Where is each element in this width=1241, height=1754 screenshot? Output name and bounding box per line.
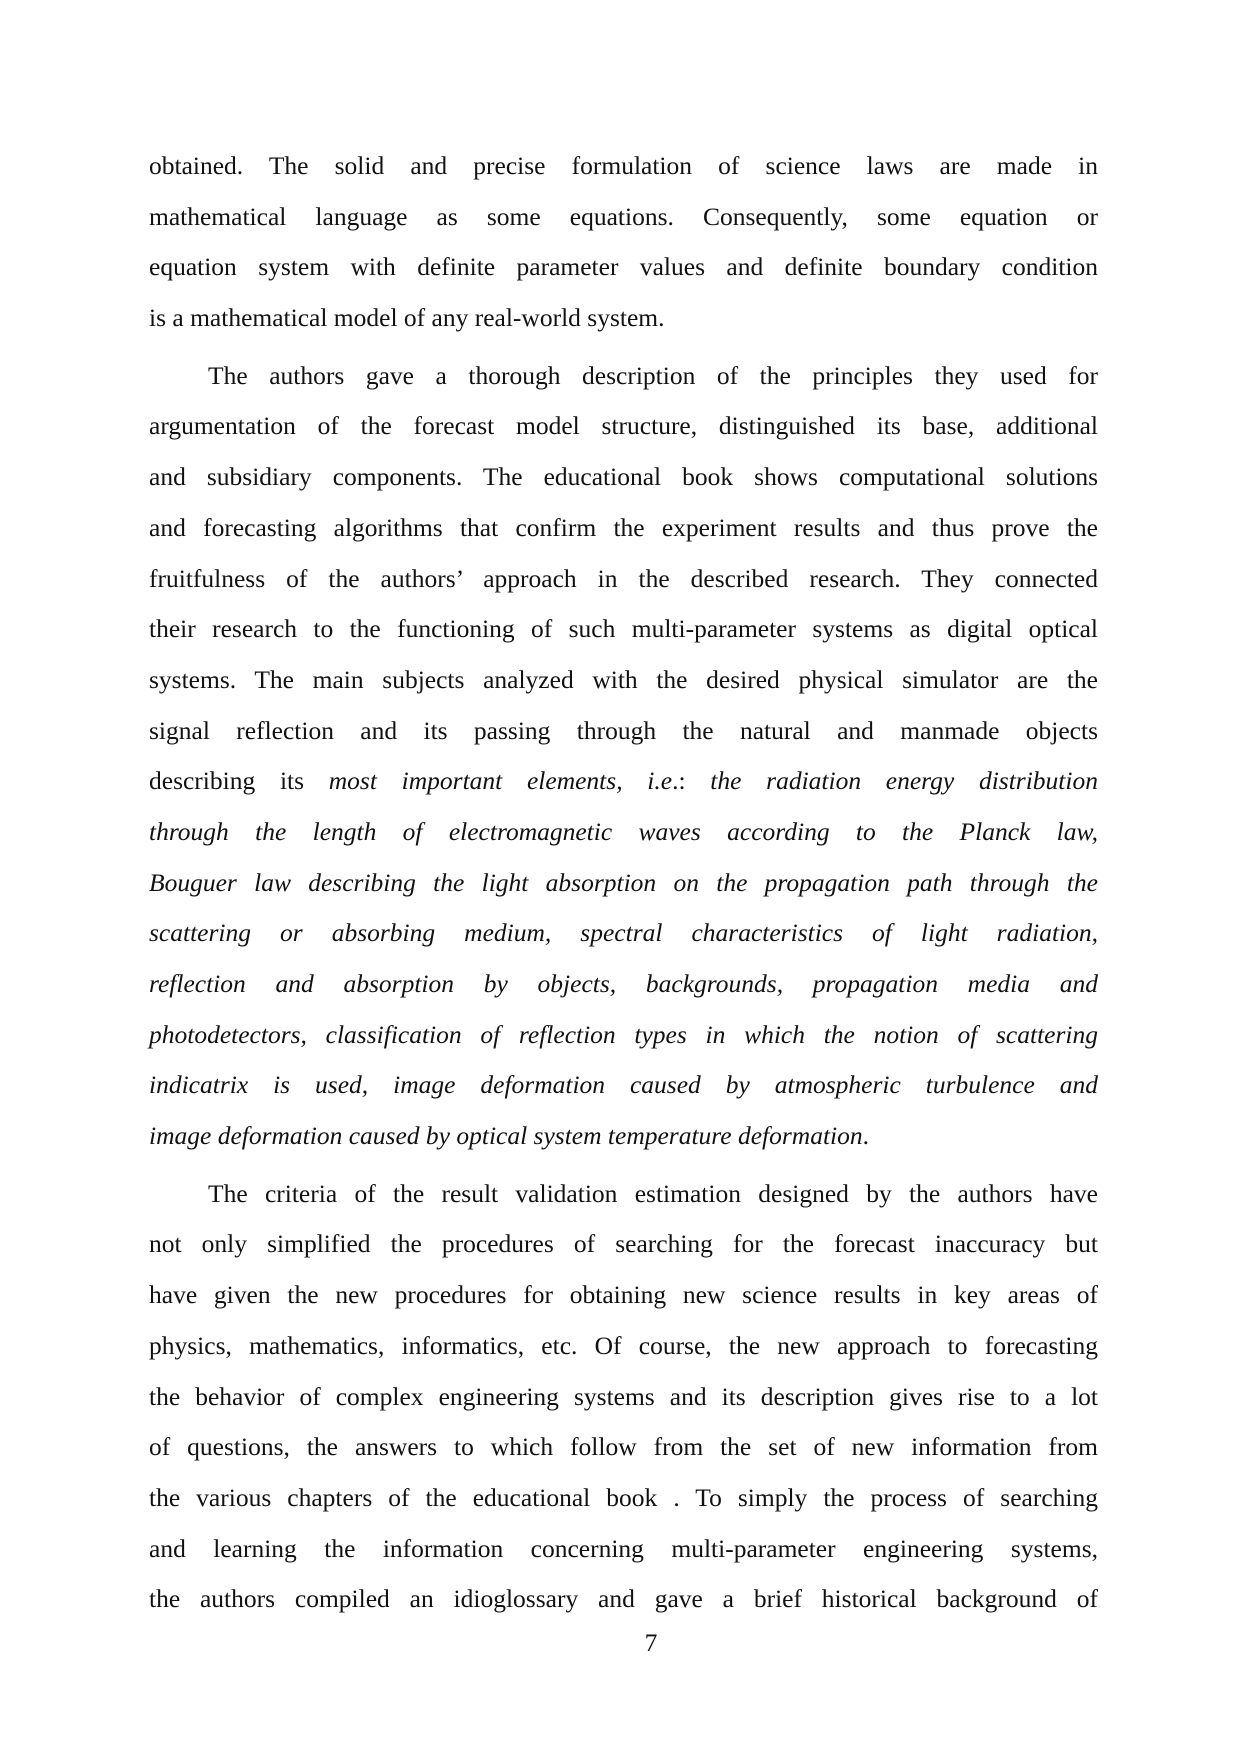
paragraph [149,1169,1098,1625]
text-segment: is a mathematical model of any real-world system. [149,303,665,333]
text-segment: systems. The main subjects analyzed with the desired physical simulator are the [149,664,1098,694]
text-segment: signal reflection and its passing through the natural and manmade objects [149,715,1098,745]
text-line [149,1321,1098,1372]
text-segment: their research to the functioning of such multi-parameter systems as digital optical [149,614,1098,644]
text-line [149,1219,1098,1270]
text-line [149,858,1098,909]
text-segment: obtained. The solid and precise formulation of science laws are made in [149,151,1098,180]
text-segment: equation system with definite parameter values and definite boundary condition [149,252,1098,282]
text-line [149,351,1098,402]
text-line [149,1111,1098,1162]
text-line [149,756,1098,807]
italic-text: scattering or absorbing medium, spectral characteristics of light radiation, [149,918,1098,948]
text-line [149,1524,1098,1575]
italic-text: through the length of electromagnetic waves according to the Planck law, [149,816,1098,846]
text-segment: The criteria of the result validation estimation designed by the authors have [208,1178,1098,1208]
text-line [149,807,1098,858]
text-segment: not only simplified the procedures of searching for the forecast inaccuracy but [149,1229,1098,1259]
text-line [149,706,1098,757]
italic-text: Bouguer law describing the light absorption on the propagation path through the [149,867,1098,897]
text-line [149,908,1098,959]
italic-text: indicatrix is used, image deformation caused by atmospheric turbulence and [149,1070,1098,1100]
text-segment: . [862,1121,870,1151]
text-segment: physics, mathematics, informatics, etc. Of course, the new approach to forecasting [149,1330,1098,1360]
text-line [149,1169,1098,1220]
text-segment: have given the new procedures for obtaining new science results in key areas of [149,1280,1098,1310]
text-line [149,604,1098,655]
text-segment: and forecasting algorithms that confirm the experiment results and thus prove the [149,512,1098,542]
italic-text: most important elements, i.e [328,766,673,796]
page-body [149,141,1098,1632]
text-line [149,452,1098,503]
text-line [149,293,1098,344]
paragraph [149,351,1098,1162]
text-line [149,503,1098,554]
text-line [149,554,1098,605]
text-line [149,655,1098,706]
text-line [149,1010,1098,1061]
text-line [149,192,1098,243]
text-segment: the behavior of complex engineering systems and its description gives rise to a lot [149,1381,1098,1411]
text-line [149,1574,1098,1625]
text-segment: The authors gave a thorough description of the principles they used for [208,360,1098,390]
text-line [149,959,1098,1010]
page-number: 7 [644,1628,658,1657]
italic-text: the radiation energy distribution [710,766,1098,796]
text-segment: of questions, the answers to which follow from the set of new information from [149,1432,1098,1462]
text-line [149,1422,1098,1473]
text-line [149,1372,1098,1423]
paragraph [149,141,1098,344]
text-segment: describing its [149,766,329,796]
text-line [149,401,1098,452]
text-line [149,1270,1098,1321]
text-segment: fruitfulness of the authors’ approach in the described research. They connected [149,563,1098,593]
text-segment: and subsidiary components. The educational book shows computational solutions [149,462,1098,492]
text-line [149,1060,1098,1111]
italic-text: reflection and absorption by objects, backgrounds, propagation media and [149,969,1098,998]
text-segment: the authors compiled an idioglossary and gave a brief historical background of [149,1584,1098,1614]
text-segment: and learning the information concerning multi-parameter engineering systems, [149,1533,1098,1563]
italic-text: image deformation caused by optical system temperature deformation [149,1121,863,1151]
text-segment: the various chapters of the educational book . To simply the process of searching [149,1482,1098,1512]
text-segment: mathematical language as some equations. Consequently, some equation or [149,201,1098,231]
text-line [149,242,1098,293]
italic-text: photodetectors, classification of reflection types in which the notion of scattering [149,1019,1098,1049]
text-segment: argumentation of the forecast model structure, distinguished its base, additional [149,411,1098,441]
text-line [149,1473,1098,1524]
text-segment: .: [672,766,711,796]
text-line [149,141,1098,192]
